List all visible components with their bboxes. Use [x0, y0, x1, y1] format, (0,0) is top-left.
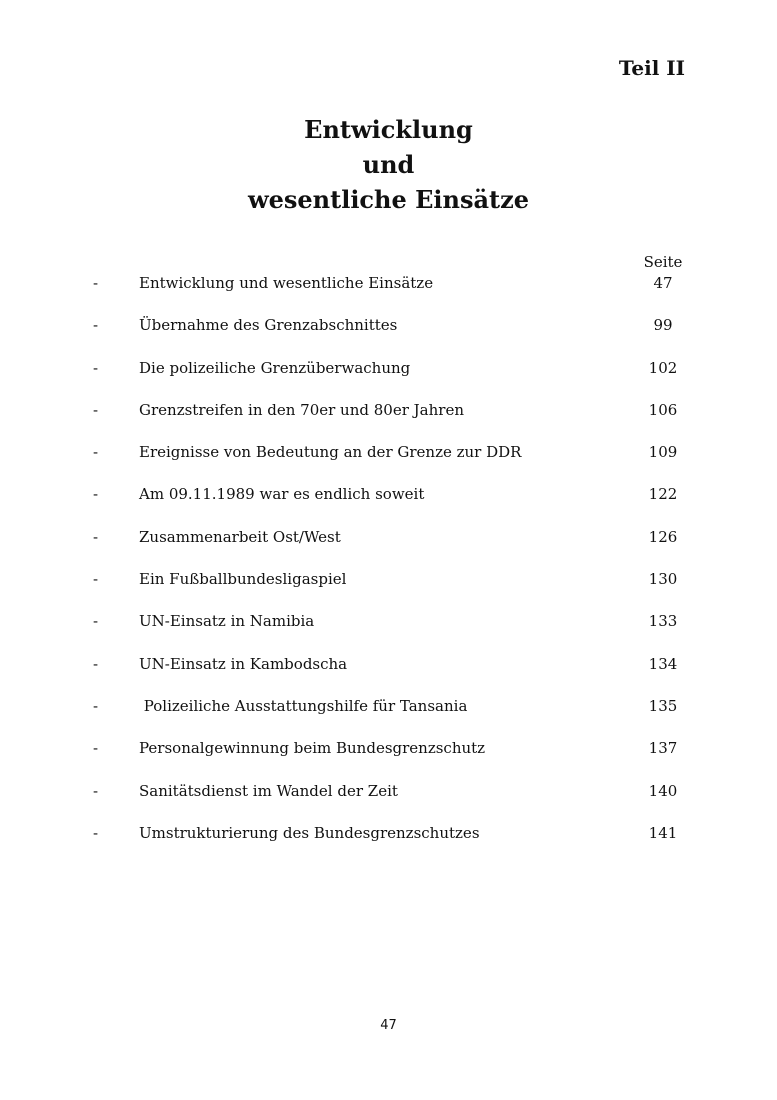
part-label: Teil II	[618, 56, 685, 80]
toc-entry-page: 106	[648, 400, 678, 419]
toc-entry-bullet: -	[93, 696, 99, 715]
toc-entry	[0, 525, 777, 567]
toc-entry-title: Sanitätsdienst im Wandel der Zeit	[139, 781, 398, 800]
toc-entry-page: 47	[653, 274, 673, 292]
toc-entry-bullet: -	[93, 739, 99, 758]
toc-entry	[0, 440, 777, 482]
toc-entry-title: UN-Einsatz in Namibia	[139, 612, 315, 631]
toc-entry	[0, 779, 777, 821]
toc-entry-title: Am 09.11.1989 war es endlich soweit	[139, 485, 425, 504]
toc-entry-page: 109	[648, 443, 678, 462]
toc-entry-title: Entwicklung und wesentliche Einsätze	[139, 274, 434, 292]
toc-entry-bullet: -	[93, 485, 99, 504]
toc-entry-page: 99	[653, 316, 673, 335]
toc-entry-title: Polizeiliche Ausstattungshilfe für Tansania	[139, 696, 468, 715]
toc-entry-bullet: -	[93, 781, 99, 800]
toc-entry-bullet: -	[93, 274, 99, 292]
toc-entry-bullet: -	[93, 443, 99, 462]
toc-entry-bullet: -	[93, 654, 99, 673]
toc-entry	[0, 652, 777, 694]
toc-entry	[0, 482, 777, 524]
toc-entry-title: Übernahme des Grenzabschnittes	[139, 316, 398, 335]
toc-entry	[0, 398, 777, 440]
table-of-contents	[0, 271, 777, 863]
toc-entry	[0, 356, 777, 398]
toc-entry-page: 137	[648, 739, 678, 758]
main-title-line: und	[362, 150, 415, 179]
page-column-header: Seite	[643, 253, 683, 271]
toc-entry-bullet: -	[93, 316, 99, 335]
toc-entry-bullet: -	[93, 570, 99, 589]
main-title	[0, 112, 777, 217]
toc-entry-bullet: -	[93, 527, 99, 546]
toc-entry-title: Ereignisse von Bedeutung an der Grenze zur DDR	[139, 443, 522, 462]
toc-entry-page: 102	[648, 358, 678, 377]
toc-entry-title: UN-Einsatz in Kambodscha	[139, 654, 348, 673]
toc-entry	[0, 736, 777, 778]
toc-entry-title: Umstrukturierung des Bundesgrenzschutzes	[139, 823, 480, 842]
toc-entry-page: 140	[648, 781, 678, 800]
toc-entry-page: 133	[648, 612, 678, 631]
toc-entry-page: 126	[648, 527, 678, 546]
toc-entry-page: 130	[648, 570, 678, 589]
toc-entry-page: 122	[648, 485, 678, 504]
toc-entry	[0, 271, 777, 313]
toc-entry-bullet: -	[93, 400, 99, 419]
toc-entry-title: Grenzstreifen in den 70er und 80er Jahren	[139, 400, 464, 419]
toc-entry-bullet: -	[93, 612, 99, 631]
main-title-line: Entwicklung	[304, 115, 473, 144]
toc-entry	[0, 567, 777, 609]
toc-entry	[0, 821, 777, 863]
toc-entry	[0, 694, 777, 736]
toc-entry-page: 134	[648, 654, 678, 673]
toc-entry	[0, 313, 777, 355]
toc-entry-title: Zusammenarbeit Ost/West	[139, 527, 341, 546]
toc-entry-title: Die polizeiliche Grenzüberwachung	[139, 358, 411, 377]
main-title-line: wesentliche Einsätze	[247, 185, 530, 214]
toc-entry-title: Personalgewinnung beim Bundesgrenzschutz	[139, 739, 486, 758]
toc-entry-page: 135	[648, 696, 678, 715]
page-number: 47	[380, 1018, 397, 1033]
toc-entry-page: 141	[648, 823, 678, 842]
toc-entry	[0, 609, 777, 651]
toc-entry-bullet: -	[93, 358, 99, 377]
toc-entry-title: Ein Fußballbundesligaspiel	[139, 570, 347, 589]
toc-entry-bullet: -	[93, 823, 99, 842]
